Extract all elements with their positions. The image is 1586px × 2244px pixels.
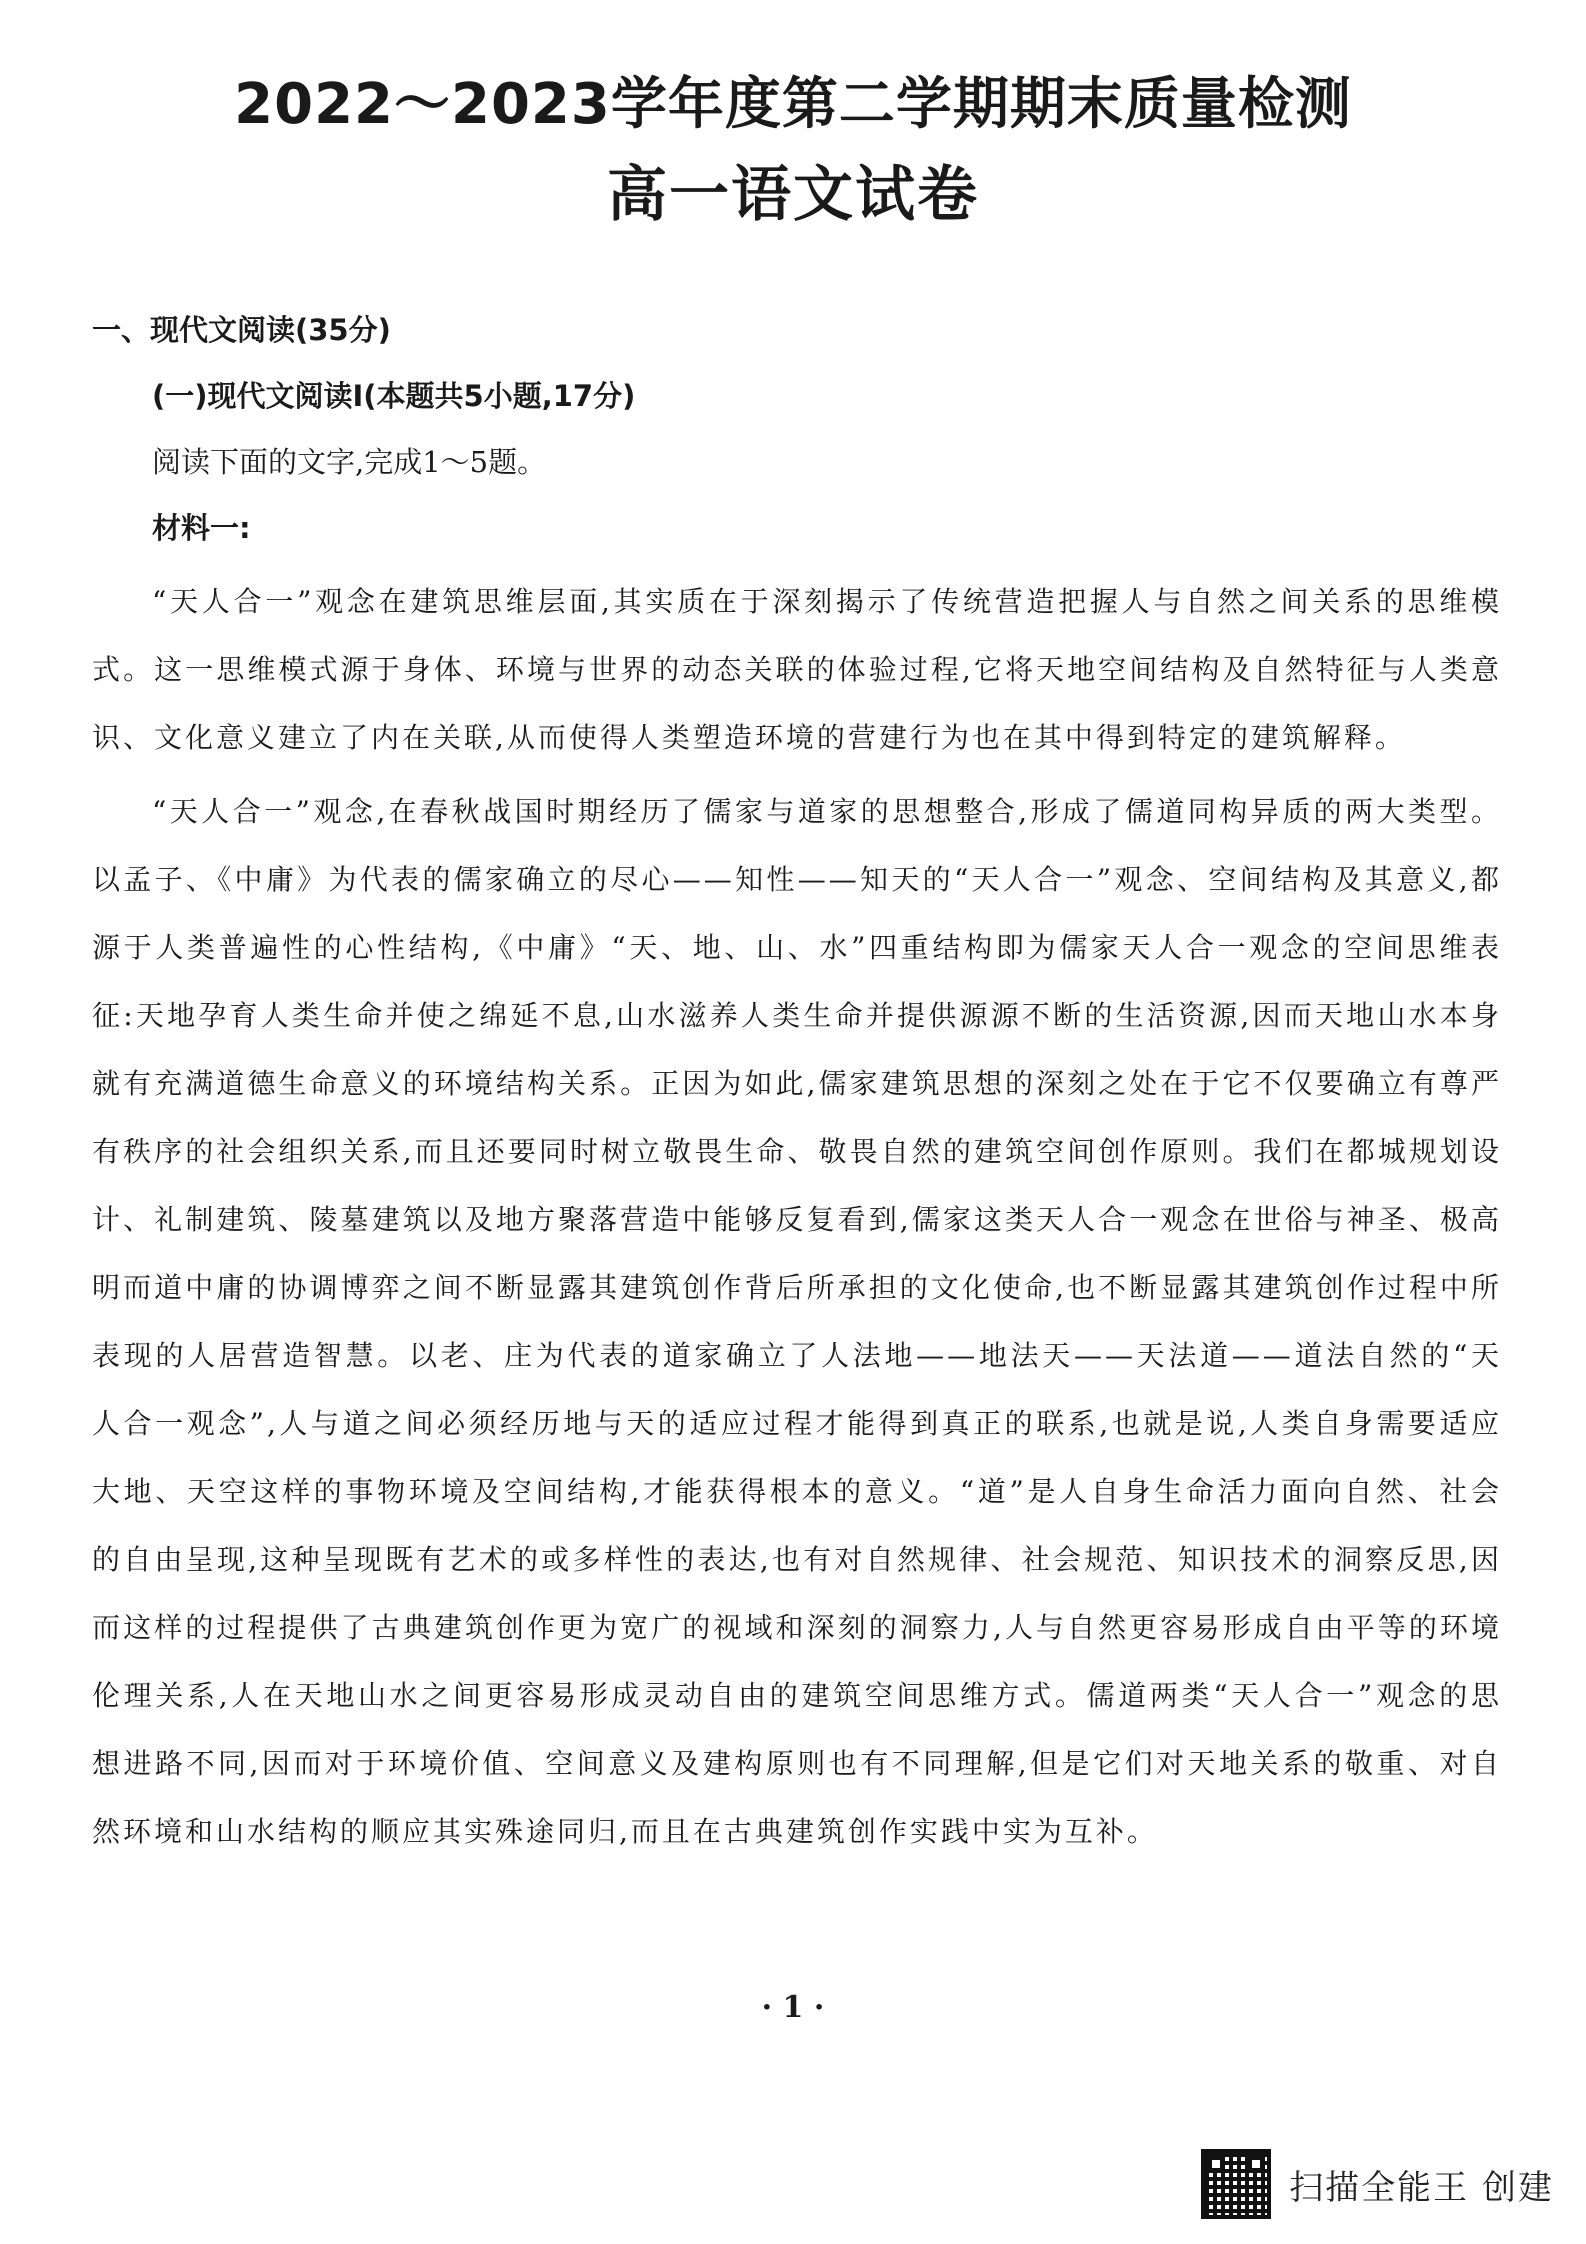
exam-title: 2022～2023学年度第二学期期末质量检测 [234, 72, 1352, 137]
scanner-watermark [1201, 2149, 1554, 2219]
reading-instruction: 阅读下面的文字,完成1～5题。 [152, 445, 547, 479]
exam-content [92, 310, 1502, 1872]
material-label: 材料一: [152, 511, 251, 545]
subsection-heading: (一)现代文阅读Ⅰ(本题共5小题,17分) [152, 379, 636, 413]
passage-paragraph: “天人合一”观念在建筑思维层面,其实质在于深刻揭示了传统营造把握人与自然之间关系的思维模式。这一思维模式源于身体、环境与世界的动态关联的体验过程,它将天地空间结构及自然特征与人类意识、文化意义建立了内在关联,从而使得人类塑造环境的营建行为也在其中得到特定的建筑解释。 [92, 585, 1502, 754]
section-heading: 一、现代文阅读(35分) [92, 313, 391, 347]
page-number: · 1 · [761, 1990, 825, 2025]
document-header [0, 60, 1586, 240]
qr-code-icon [1201, 2149, 1271, 2219]
passage-paragraph: “天人合一”观念,在春秋战国时期经历了儒家与道家的思想整合,形成了儒道同构异质的两大类型。以孟子、《中庸》为代表的儒家确立的尽心——知性——知天的“天人合一”观念、空间结构及其意义,都源于人类普遍性的心性结构,《中庸》“天、地、山、水”四重结构即为儒家天人合一观念的空间思维表征:天地孕育人类生命并使之绵延不息,山水滋养人类生命并提供源源不断的生活资源,因而天地山水本身就有充满道德生命意义的环境结构关系。正因为如此,儒家建筑思想的深刻之处在于它不仅要确立有尊严有秩序的社会组织关系,而且还要同时树立敬畏生命、敬畏自然的建筑空间创作原则。我们在都城规划设计、礼制建筑、陵墓建筑以及地方聚落营造中能够反复看到,儒家这类天人合一观念在世俗与神圣、极高明而道中庸的协调博弈之间不断显露其建筑创作背后所承担的文化使命,也不断显露其建筑创作过程中所表现的人居营造智慧。以老、庄为代表的道家确立了人法地——地法天——天法道——道法自然的“天人合一观念”,人与道之间必须经历地与天的适应过程才能得到真正的联系,也就是说,人类自身需要适应大地、天空这样的事物环境及空间结构,才能获得根本的意义。“道”是人自身生命活力面向自然、社会的自由呈现,这种呈现既有艺术的或多样性的表达,也有对自然规律、社会规范、知识技术的洞察反思,因而这样的过程提供了古典建筑创作更为宽广的视域和深刻的洞察力,人与自然更容易形成自由平等的环境伦理关系,人在天地山水之间更容易形成灵动自由的建筑空间思维方式。儒道两类“天人合一”观念的思想进路不同,因而对于环境价值、空间意义及建构原则也有不同理解,但是它们对天地关系的敬重、对自然环境和山水结构的顺应其实殊途同归,而且在古典建筑创作实践中实为互补。 [92, 795, 1502, 1848]
exam-subtitle: 高一语文试卷 [607, 160, 979, 230]
watermark-text: 扫描全能王 创建 [1289, 2167, 1554, 2208]
